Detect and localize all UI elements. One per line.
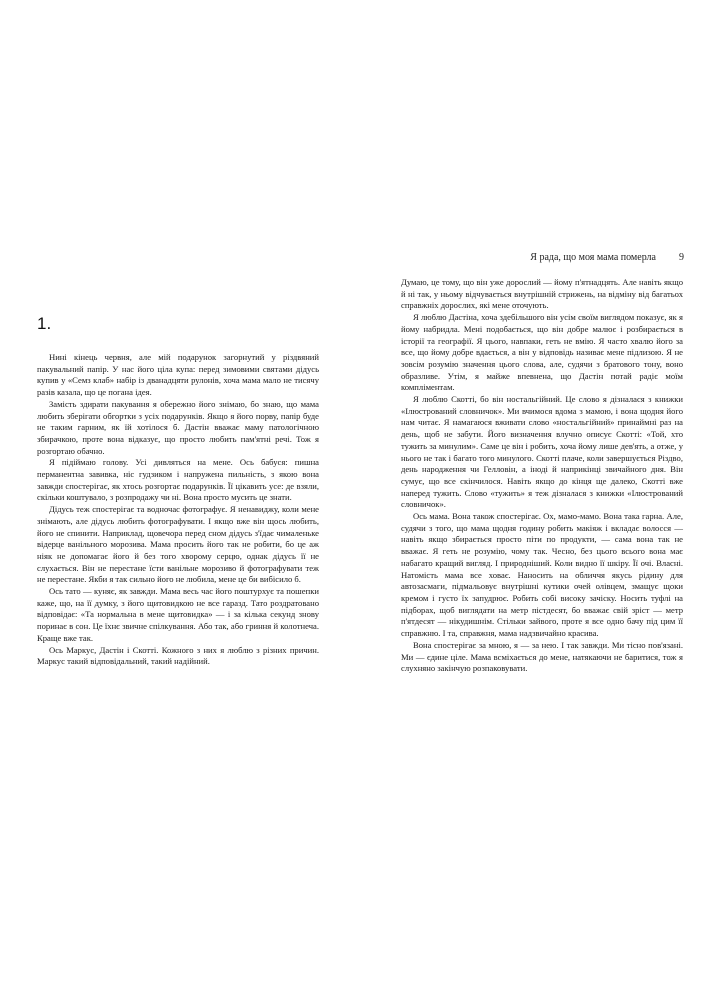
paragraph: Ось тато — куняє, як завжди. Мама весь час його поштурхує та пошепки каже, що, на її думку, з його щитовидкою не все гаразд. Тато роздратовано відповідає: «Та нормальна в мене щитовидка» — і за кілька секунд знову поринає в сон. Це їхнє звичне спілкування. Або так, або гриння й колотнеча. Краще вже так. (37, 586, 319, 643)
left-text-column (37, 352, 319, 668)
page-number: 9 (679, 252, 684, 263)
chapter-number: 1. (37, 314, 52, 333)
running-header (400, 252, 684, 266)
paragraph: Я люблю Скотті, бо він ностальгійний. Це слово я дізналася з книжки «Ілюстрований словничок». Ми вчимося вдома з мамою, і вона щодня його нам читає. Я намагаюся вживати слово «ностальгійний» принаймні раз на день, щоб не забути. Його визначення влучно описує Скотті: «Той, хто тужить за минулим». Саме це він і робить, хоча йому лише дев'ять, а отже, у нього не так і багато того минулого. Скотті плаче, коли завершується Різдво, день народження чи Гелловін, а іноді й наприкінці звичайного дня. Він сумує, що все скінчилося. Навіть якщо до кінця ще далеко, Скотті вже наперед тужить. Слово «тужить» я теж дізналася з книжки «Ілюстрований словничок». (401, 394, 683, 510)
right-text-column (401, 277, 683, 675)
paragraph: Замість здирати пакування я обережно його знімаю, бо знаю, що мама любить зберігати обгортки з усіх подарунків. Якщо я його порву, папір буде не таким гарним, як їй хотілося б. Дастін вважає маму патологічною збирачкою, проте вона відказує, що просто любить пам'ятні речі. Тож я розгортаю обачно. (37, 398, 319, 456)
paragraph: Я підіймаю голову. Усі дивляться на мене. Ось бабуся: пишна перманентна завивка, ніс гудзиком і напружена пильність, з якою вона завжди спостерігає, як хтось розгортає подарунків. Її цікавить усе: де взяли, скільки коштувало, з розпродажу чи ні. Вона просто мусить це знати. (37, 457, 319, 503)
paragraph: Вона спостерігає за мною, я — за нею. І так завжди. Ми тісно пов'язані. Ми — єдине ціле. Мама всміхається до мене, натякаючи не баритися, тож я слухняно закінчую розпаковувати. (401, 639, 683, 674)
paragraph: Ось Маркус, Дастін і Скотті. Кожного з них я люблю з різних причин. Маркус такий відповідальний, такий надійний. (37, 644, 319, 667)
running-title: Я рада, що моя мама померла (530, 252, 656, 263)
paragraph: Ось мама. Вона також спостерігає. Ох, мамо-мамо. Вона така гарна. Але, судячи з того, що мама щодня годину робить макіяж і вкладає волосся — навіть якщо збирається просто піти по продукти, — сама вона так не вважає. Я геть не розумію, чому так. Чесно, без цього всього вона має набагато кращий вигляд. І природніший. Коли видно її шкіру. Її очі. Власні. Натомість мама все ховає. Наносить на обличчя якусь рідину для автозасмаги, підмальовує внутрішні кутики очей олівцем, змащує щоки кремом і густо їх запудрює. Робить собі високу зачіску. Носить туфлі на підборах, щоб виглядати на метр пістдесят, бо вважає свій зріст — метр п'ятдесят — нікудишнім. Стільки зайвого, проте я все одно бачу під цим її справжню. І та, справжня, мама надзвичайно красива. (401, 511, 683, 639)
paragraph: Думаю, це тому, що він уже дорослий — йому п'ятнадцять. Але навіть якщо й ні так, у ньому відчувається внутрішній стрижень, на відміну від багатьох справжніх дорослих, які мене оточують. (401, 277, 683, 311)
paragraph: Дідусь теж спостерігає та водночас фотографує. Я ненавиджу, коли мене знімають, але дідусь любить фотографувати. І якщо вже він щось любить, його не спинити. Наприклад, щовечора перед сном дідусь з'їдає чималеньке відерце ванільного морозива. Мама просить його так не робити, бо це аж ніяк не допомагає його й без того хворому серцю, однак дідусь її не слухається. Він не перестане їсти ванільне морозиво й фотографувати теж не перестане. Якби я так сильно його не любила, мене це би вибісило б. (37, 504, 319, 585)
paragraph: Я люблю Дастіна, хоча здебільшого він усім своїм виглядом показує, як я йому набридла. Мені подобається, що він добре малює і розбирається в історії та географії. Я цього, навпаки, геть не вмію. Я часто хвалю його за все, що йому добре вдається, а він у відповідь називає мене підлизою. Я не зовсім розумію значення цього слова, але, судячи з братового тону, воно образливе. Утім, я майже впевнена, що Дастін потай радіє моїм компліментам. (401, 312, 683, 393)
paragraph: Нині кінець червня, але мій подарунок загорнутий у різдвяний пакувальний папір. У нас його ціла купа: перед зимовими святами дідусь купив у «Семз клаб» набір із дванадцяти рулонів, хоча мама мало не тисячу разів казала, що це погана ідея. (37, 352, 319, 398)
